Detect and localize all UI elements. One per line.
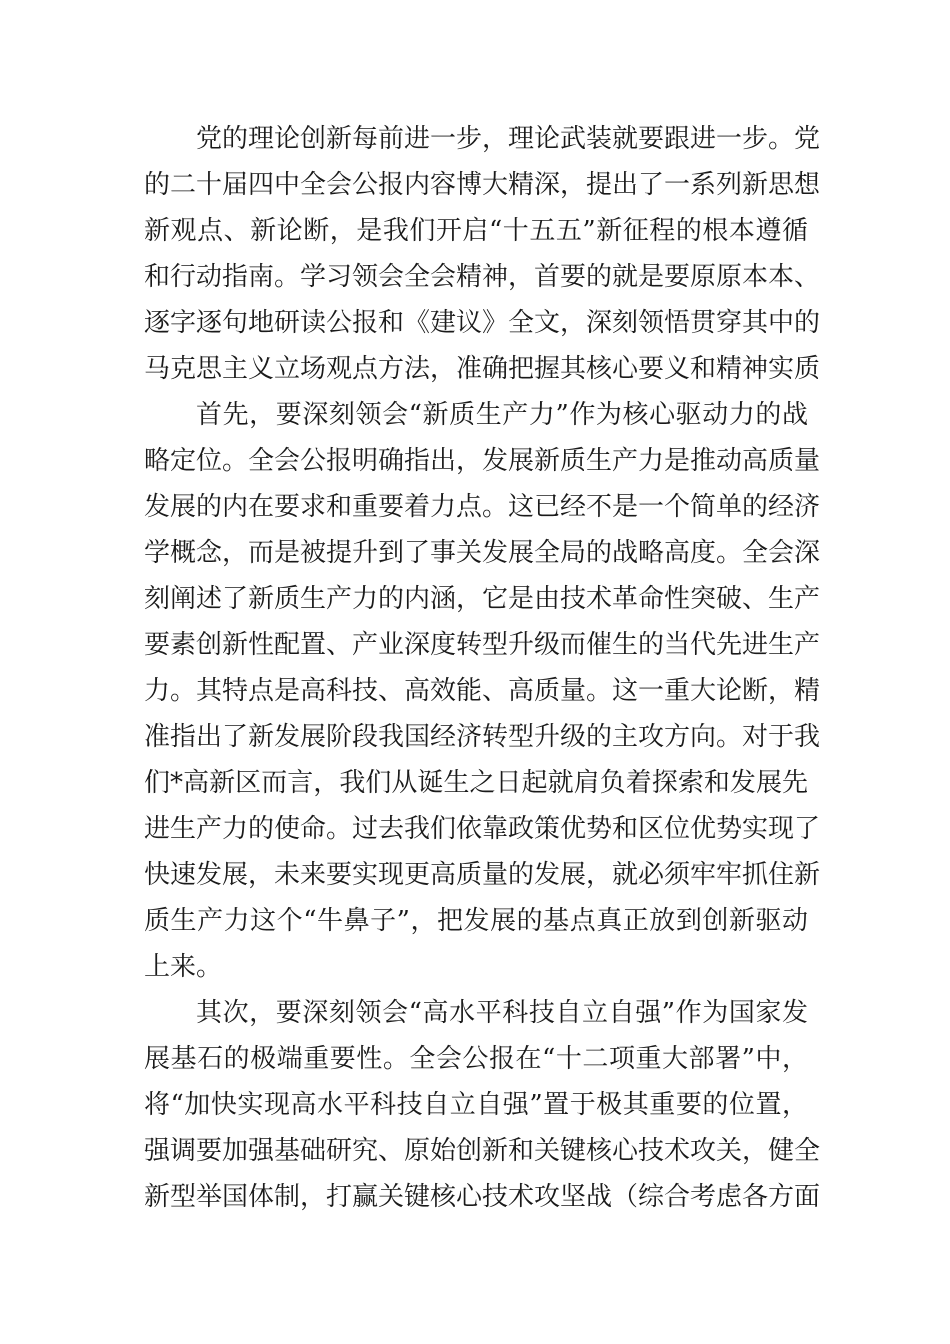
text-line: 略定位。全会公报明确指出，发展新质生产力是推动高质量	[144, 446, 821, 476]
text-line: 强调要加强基础研究、原始创新和关键核心技术攻关，健全	[144, 1136, 821, 1166]
text-line: 将“加快实现高水平科技自立自强”置于极其重要的位置，	[144, 1090, 808, 1120]
text-line: 学概念，而是被提升到了事关发展全局的战略高度。全会深	[144, 538, 821, 568]
text-line: 党的理论创新每前进一步，理论武装就要跟进一步。党	[196, 124, 821, 154]
text-line: 力。其特点是高科技、高效能、高质量。这一重大论断，精	[144, 676, 821, 706]
text-line: 刻阐述了新质生产力的内涵，它是由技术革命性突破、生产	[144, 584, 821, 614]
text-line: 发展的内在要求和重要着力点。这已经不是一个简单的经济	[144, 492, 821, 522]
text-line: 要素创新性配置、产业深度转型升级而催生的当代先进生产	[144, 630, 821, 660]
text-line: 首先，要深刻领会“新质生产力”作为核心驱动力的战	[196, 400, 808, 430]
text-line: 快速发展，未来要实现更高质量的发展，就必须牢牢抓住新	[144, 860, 821, 890]
text-line: 们*高新区而言，我们从诞生之日起就肩负着探索和发展先	[144, 768, 808, 798]
text-line: 上来。	[144, 952, 223, 982]
document-body	[144, 116, 821, 1220]
text-line: 准指出了新发展阶段我国经济转型升级的主攻方向。对于我	[144, 722, 821, 752]
text-line: 进生产力的使命。过去我们依靠政策优势和区位优势实现了	[144, 814, 821, 844]
text-line: 新型举国体制，打赢关键核心技术攻坚战（综合考虑各方面	[144, 1182, 821, 1212]
text-line: 的二十届四中全会公报内容博大精深，提出了一系列新思想	[144, 170, 821, 200]
text-line: 逐字逐句地研读公报和《建议》全文，深刻领悟贯穿其中的	[144, 308, 821, 338]
text-line: 新观点、新论断，是我们开启“十五五”新征程的根本遵循	[144, 216, 808, 246]
text-line: 展基石的极端重要性。全会公报在“十二项重大部署”中，	[144, 1044, 808, 1074]
text-line: 和行动指南。学习领会全会精神，首要的就是要原原本本、	[144, 262, 821, 292]
text-line: 质生产力这个“牛鼻子”，把发展的基点真正放到创新驱动	[144, 906, 808, 936]
text-line: 其次，要深刻领会“高水平科技自立自强”作为国家发	[196, 998, 808, 1028]
text-line: 马克思主义立场观点方法，准确把握其核心要义和精神实质	[144, 354, 821, 384]
